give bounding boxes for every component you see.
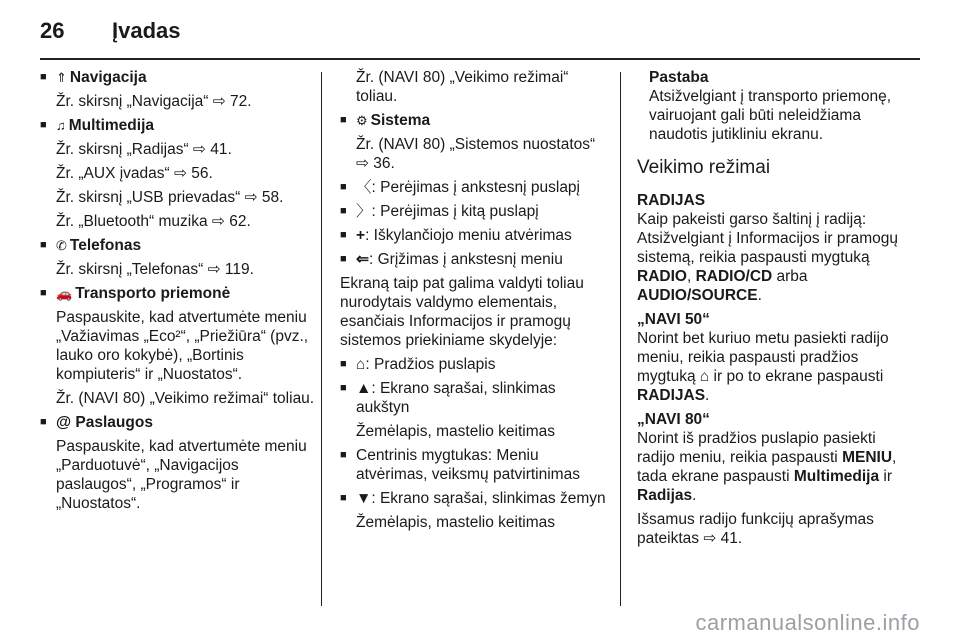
list-item-center-button: ■ Centrinis mygtukas: Meniu atvėrimas, veiksmų patvirtinimas [340,446,608,484]
page-title: Įvadas [112,18,181,43]
music-note-icon: ♫ [56,118,66,133]
gear-icon: ⚙ [356,113,368,128]
more-info: Išsamus radijo funkcijų aprašymas pateiktas ⇨ 41. [637,511,874,547]
note-block [637,68,917,144]
phone-icon: ✆ [56,238,67,253]
navi50-block: „NAVI 50“ Norint bet kuriuo metu pasiekti radijo meniu, reikia paspausti pradžios mygtuką ⌂ ir po to ekrane paspausti RADIJAS. [637,311,889,404]
multimedia-ref: Žr. skirsnį „Radijas“ ⇨ 41. [56,141,232,158]
back-arrow-icon: ⇐ [356,251,369,268]
up-map: Žemėlapis, mastelio keitimas [356,423,555,440]
vehicle-text: Paspauskite, kad atvertumėte meniu „Važiavimas „Eco²“, „Priežiūra“ (pvz., lauko oro kokybė), „Bortinis kompiuteris“ ir „Nuostatos“. [56,309,309,383]
phone-ref: Žr. skirsnį „Telefonas“ ⇨ 119. [56,261,254,278]
multimedia-ref: Žr. „AUX įvadas“ ⇨ 56. [56,165,213,182]
navigation-ref: Žr. skirsnį „Navigacija“ ⇨ 72. [56,93,252,110]
column-2 [340,68,608,537]
watermark: carmanualsonline.info [695,610,920,635]
list-item-multimedia: ■ ♫ Multimedija [40,116,315,135]
list-item-back: ■ ⇐: Grįžimas į ankstesnį meniu [340,250,608,269]
list-item-next-page: ■ 〉: Perėjimas į kitą puslapį [340,202,608,221]
page-number: 26 [40,18,65,43]
chevron-right-icon: 〉 [356,203,372,220]
chevron-left-icon: 〈 [356,179,372,196]
continued-ref: Žr. (NAVI 80) „Veikimo režimai“ toliau. [356,69,569,105]
plus-icon: + [356,227,366,244]
header-rule [40,58,920,60]
list-item-vehicle: ■ 🚗 Transporto priemonė [40,284,315,303]
arrow-up-icon: ▲ [356,380,372,397]
down-map: Žemėlapis, mastelio keitimas [356,514,555,531]
list-item-navigation: ■ ⇑ Navigacija [40,68,315,87]
arrow-down-icon: ▼ [356,490,372,507]
page-header [40,18,181,44]
navigation-icon: ⇑ [56,70,67,85]
list-item-services: ■ @ Paslaugos [40,413,315,432]
column-1 [40,68,315,518]
list-item-down: ■ ▼: Ekrano sąrašai, slinkimas žemyn [340,489,608,508]
list-item-phone: ■ ✆ Telefonas [40,236,315,255]
multimedia-ref: Žr. skirsnį „USB prievadas“ ⇨ 58. [56,189,284,206]
system-ref: Žr. (NAVI 80) „Sistemos nuostatos“ ⇨ 36. [356,136,596,172]
list-item-popup: ■ +: Iškylančiojo meniu atvėrimas [340,226,608,245]
column-divider-2 [620,72,621,606]
multimedia-ref: Žr. „Bluetooth“ muzika ⇨ 62. [56,213,251,230]
list-item-prev-page: ■ 〈: Perėjimas į ankstesnį puslapį [340,178,608,197]
vehicle-ref: Žr. (NAVI 80) „Veikimo režimai“ toliau. [56,390,315,407]
radio-block: RADIJAS Kaip pakeisti garso šaltinį į radiją: Atsižvelgiant į Informacijos ir pramogų sistemą, reikia paspausti mygtuką RADIO, RADIO/CD arba AUDIO/SOURCE. [637,192,899,304]
section-title: Veikimo režimai [637,157,771,178]
car-icon: 🚗 [56,286,73,301]
column-divider-1 [321,72,322,606]
list-item-system: ■ ⚙ Sistema [340,111,608,130]
services-text: Paspauskite, kad atvertumėte meniu „Parduotuvė“, „Navigacijos paslaugos“, „Programos“ ir „Nuostatos“. [56,438,307,512]
note-title: Pastaba [649,69,709,86]
controls-intro: Ekraną taip pat galima valdyti toliau nurodytais valdymo elementais, esančiais Informacijos ir pramogų sistemos priekiniame skydelyje: [340,275,584,349]
list-item-up: ■ ▲: Ekrano sąrašai, slinkimas aukštyn [340,379,608,417]
list-item-home: ■ ⌂: Pradžios puslapis [340,355,608,374]
column-3 [637,68,917,553]
note-text: Atsižvelgiant į transporto priemonę, vairuojant gali būti neleidžiama naudotis jutikliniu ekranu. [649,88,892,143]
home-icon: ⌂ [356,356,366,373]
navi80-block: „NAVI 80“ Norint iš pradžios puslapio pasiekti radijo meniu, reikia paspausti MENIU, tada ekrane paspausti Multimedija ir Radijas. [637,411,897,504]
